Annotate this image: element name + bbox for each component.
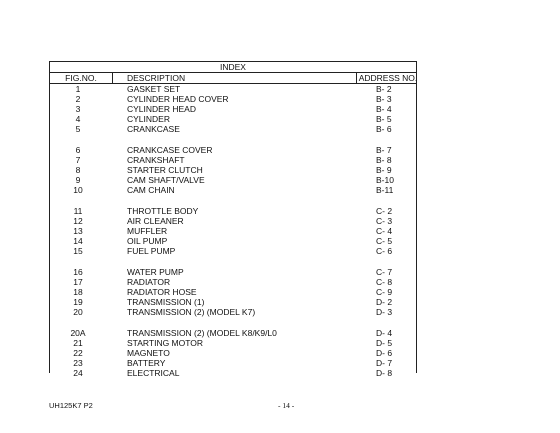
description: OIL PUMP [127, 236, 168, 246]
table-row [50, 94, 416, 104]
address-number: D- 8 [376, 368, 393, 378]
fig-number: 5 [75, 124, 81, 134]
address-number: D- 5 [376, 338, 393, 348]
table-row [50, 124, 416, 134]
fig-number: 14 [73, 236, 83, 246]
column-divider-fig [112, 73, 113, 83]
table-row [50, 84, 416, 94]
table-row [50, 165, 416, 175]
address-number: C- 5 [376, 236, 393, 246]
description: WATER PUMP [127, 267, 184, 277]
fig-number: 8 [75, 165, 81, 175]
fig-number: 15 [73, 246, 83, 256]
description: CYLINDER [127, 114, 170, 124]
fig-number: 23 [73, 358, 83, 368]
table-row [50, 287, 416, 297]
description: TRANSMISSION (2) (MODEL K8/K9/L0 [127, 328, 277, 338]
address-number: C- 7 [376, 267, 393, 277]
description: CRANKCASE [127, 124, 180, 134]
address-number: D- 7 [376, 358, 393, 368]
table-row [50, 338, 416, 348]
table-row [50, 267, 416, 277]
table-header-row [50, 73, 416, 84]
fig-number: 16 [73, 267, 83, 277]
address-number: D- 4 [376, 328, 393, 338]
address-number: D- 6 [376, 348, 393, 358]
address-number: C- 9 [376, 287, 393, 297]
fig-number: 24 [73, 368, 83, 378]
address-number: B-10 [376, 175, 394, 185]
fig-number: 1 [75, 84, 81, 94]
fig-number: 13 [73, 226, 83, 236]
description: CAM SHAFT/VALVE [127, 175, 205, 185]
table-row [50, 277, 416, 287]
header-address-no: ADDRESS NO. [358, 73, 418, 83]
footer-page-number: - 14 - [278, 401, 295, 410]
index-table [49, 61, 418, 378]
table-row [50, 104, 416, 114]
table-row [50, 328, 416, 338]
index-title: INDEX [50, 62, 416, 73]
table-row [50, 368, 416, 378]
address-number: C- 4 [376, 226, 393, 236]
table-row [50, 216, 416, 226]
fig-number: 11 [73, 206, 83, 216]
table-row [50, 348, 416, 358]
fig-number: 21 [73, 338, 83, 348]
fig-number: 9 [75, 175, 81, 185]
address-number: B- 6 [376, 124, 392, 134]
address-number: B- 5 [376, 114, 392, 124]
description: THROTTLE BODY [127, 206, 199, 216]
description: AIR CLEANER [127, 216, 184, 226]
table-row [50, 307, 416, 317]
fig-number: 20 [73, 307, 83, 317]
fig-number: 20A [70, 328, 86, 338]
fig-number: 7 [75, 155, 81, 165]
description: RADIATOR [127, 277, 171, 287]
description: MAGNETO [127, 348, 170, 358]
fig-number: 12 [73, 216, 83, 226]
fig-number: 4 [75, 114, 81, 124]
address-number: C- 3 [376, 216, 393, 226]
table-row [50, 226, 416, 236]
address-number: D- 3 [376, 307, 393, 317]
table-row [50, 297, 416, 307]
fig-number: 3 [75, 104, 81, 114]
table-row [50, 206, 416, 216]
fig-number: 17 [73, 277, 83, 287]
address-number: B- 2 [376, 84, 392, 94]
address-number: B-11 [376, 185, 394, 195]
header-description: DESCRIPTION [127, 73, 186, 83]
address-number: D- 2 [376, 297, 393, 307]
address-number: B- 9 [376, 165, 392, 175]
description: CAM CHAIN [127, 185, 175, 195]
description: BATTERY [127, 358, 166, 368]
address-number: B- 8 [376, 155, 392, 165]
description: CRANKSHAFT [127, 155, 185, 165]
column-divider-addr [356, 73, 357, 83]
fig-number: 19 [73, 297, 83, 307]
footer-model-code: UH125K7 P2 [49, 401, 93, 410]
address-number: B- 3 [376, 94, 392, 104]
description: CYLINDER HEAD COVER [127, 94, 229, 104]
description: MUFFLER [127, 226, 168, 236]
fig-number: 6 [75, 145, 81, 155]
description: FUEL PUMP [127, 246, 176, 256]
table-row [50, 236, 416, 246]
description: CYLINDER HEAD [127, 104, 196, 114]
table-row [50, 114, 416, 124]
fig-number: 18 [73, 287, 83, 297]
fig-number: 10 [73, 185, 83, 195]
description: TRANSMISSION (1) [127, 297, 205, 307]
table-row [50, 358, 416, 368]
fig-number: 22 [73, 348, 83, 358]
address-number: C- 8 [376, 277, 393, 287]
address-number: C- 6 [376, 246, 393, 256]
description: STARTING MOTOR [127, 338, 204, 348]
table-row [50, 185, 416, 195]
description: CRANKCASE COVER [127, 145, 213, 155]
fig-number: 2 [75, 94, 81, 104]
description: TRANSMISSION (2) (MODEL K7) [127, 307, 256, 317]
address-number: B- 7 [376, 145, 392, 155]
table-row [50, 145, 416, 155]
address-number: B- 4 [376, 104, 392, 114]
address-number: C- 2 [376, 206, 393, 216]
description: STARTER CLUTCH [127, 165, 203, 175]
header-fig-no: FIG.NO. [65, 73, 97, 83]
description: GASKET SET [127, 84, 181, 94]
description: RADIATOR HOSE [127, 287, 197, 297]
table-row [50, 246, 416, 256]
table-row [50, 155, 416, 165]
description: ELECTRICAL [127, 368, 180, 378]
table-row [50, 175, 416, 185]
